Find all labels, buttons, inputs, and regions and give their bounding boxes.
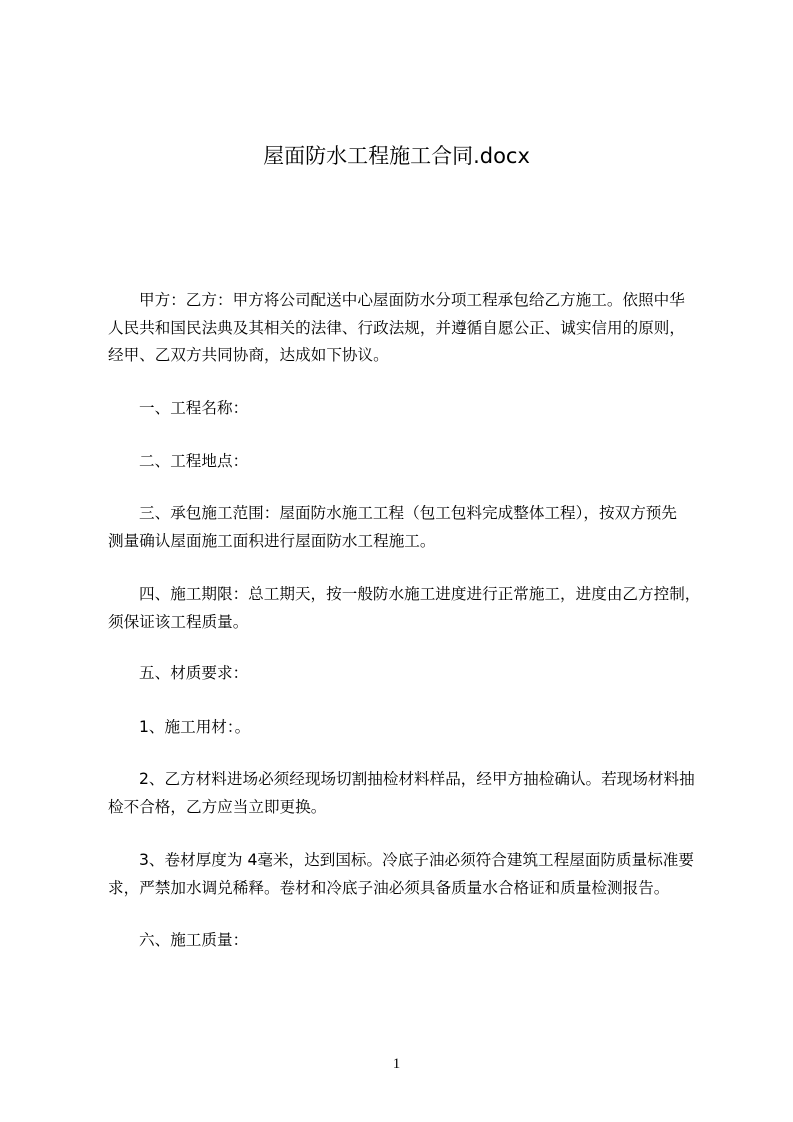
text-line: 六、施工质量： (139, 931, 249, 949)
text-line: 甲方：乙方：甲方将公司配送中心屋面防水分项工程承包给乙方施工。依照中华 (139, 291, 685, 309)
text-line: 人民共和国民法典及其相关的法律、行政法规，并遵循自愿公正、诚实信用的原则， (108, 318, 685, 337)
page-number: 1 (392, 1056, 401, 1072)
text-line: 二、工程地点： (139, 452, 249, 470)
text-line: 须保证该工程质量。 (108, 612, 249, 631)
section-heading-project-name (108, 395, 708, 423)
section-heading-materials (108, 660, 708, 688)
section-heading-project-location (108, 448, 708, 476)
text-line: 五、材质要求： (139, 664, 249, 682)
text-line: 四、施工期限：总工期天，按一般防水施工进度进行正常施工，进度由乙方控制， (139, 585, 701, 603)
document-title: 屋面防水工程施工合同.docx (263, 144, 530, 168)
paragraph-material-1 (108, 714, 708, 742)
paragraph-preamble (108, 287, 708, 370)
section-heading-quality (108, 927, 708, 955)
text-line: 测量确认屋面施工面积进行屋面防水工程施工。 (108, 531, 436, 550)
text-line: 3、卷材厚度为 4毫米，达到国标。冷底子油必须符合建筑工程屋面防质量标准要 (139, 851, 694, 869)
text-line: 1、施工用材：。 (139, 718, 251, 736)
paragraph-material-3 (108, 847, 708, 902)
text-line: 一、工程名称： (139, 399, 249, 417)
text-line: 求，严禁加水调兑稀释。卷材和冷底子油必须具备质量水合格证和质量检测报告。 (108, 878, 670, 897)
paragraph-period (108, 581, 708, 636)
paragraph-material-2 (108, 766, 708, 821)
paragraph-scope (108, 500, 708, 555)
text-line: 经甲、乙双方共同协商，达成如下协议。 (108, 346, 389, 364)
text-line: 2、乙方材料进场必须经现场切割抽检材料样品，经甲方抽检确认。若现场材料抽 (139, 770, 695, 788)
text-line: 三、承包施工范围：屋面防水施工工程（包工包料完成整体工程），按双方预先 (139, 504, 677, 522)
text-line: 检不合格，乙方应当立即更换。 (108, 797, 327, 816)
